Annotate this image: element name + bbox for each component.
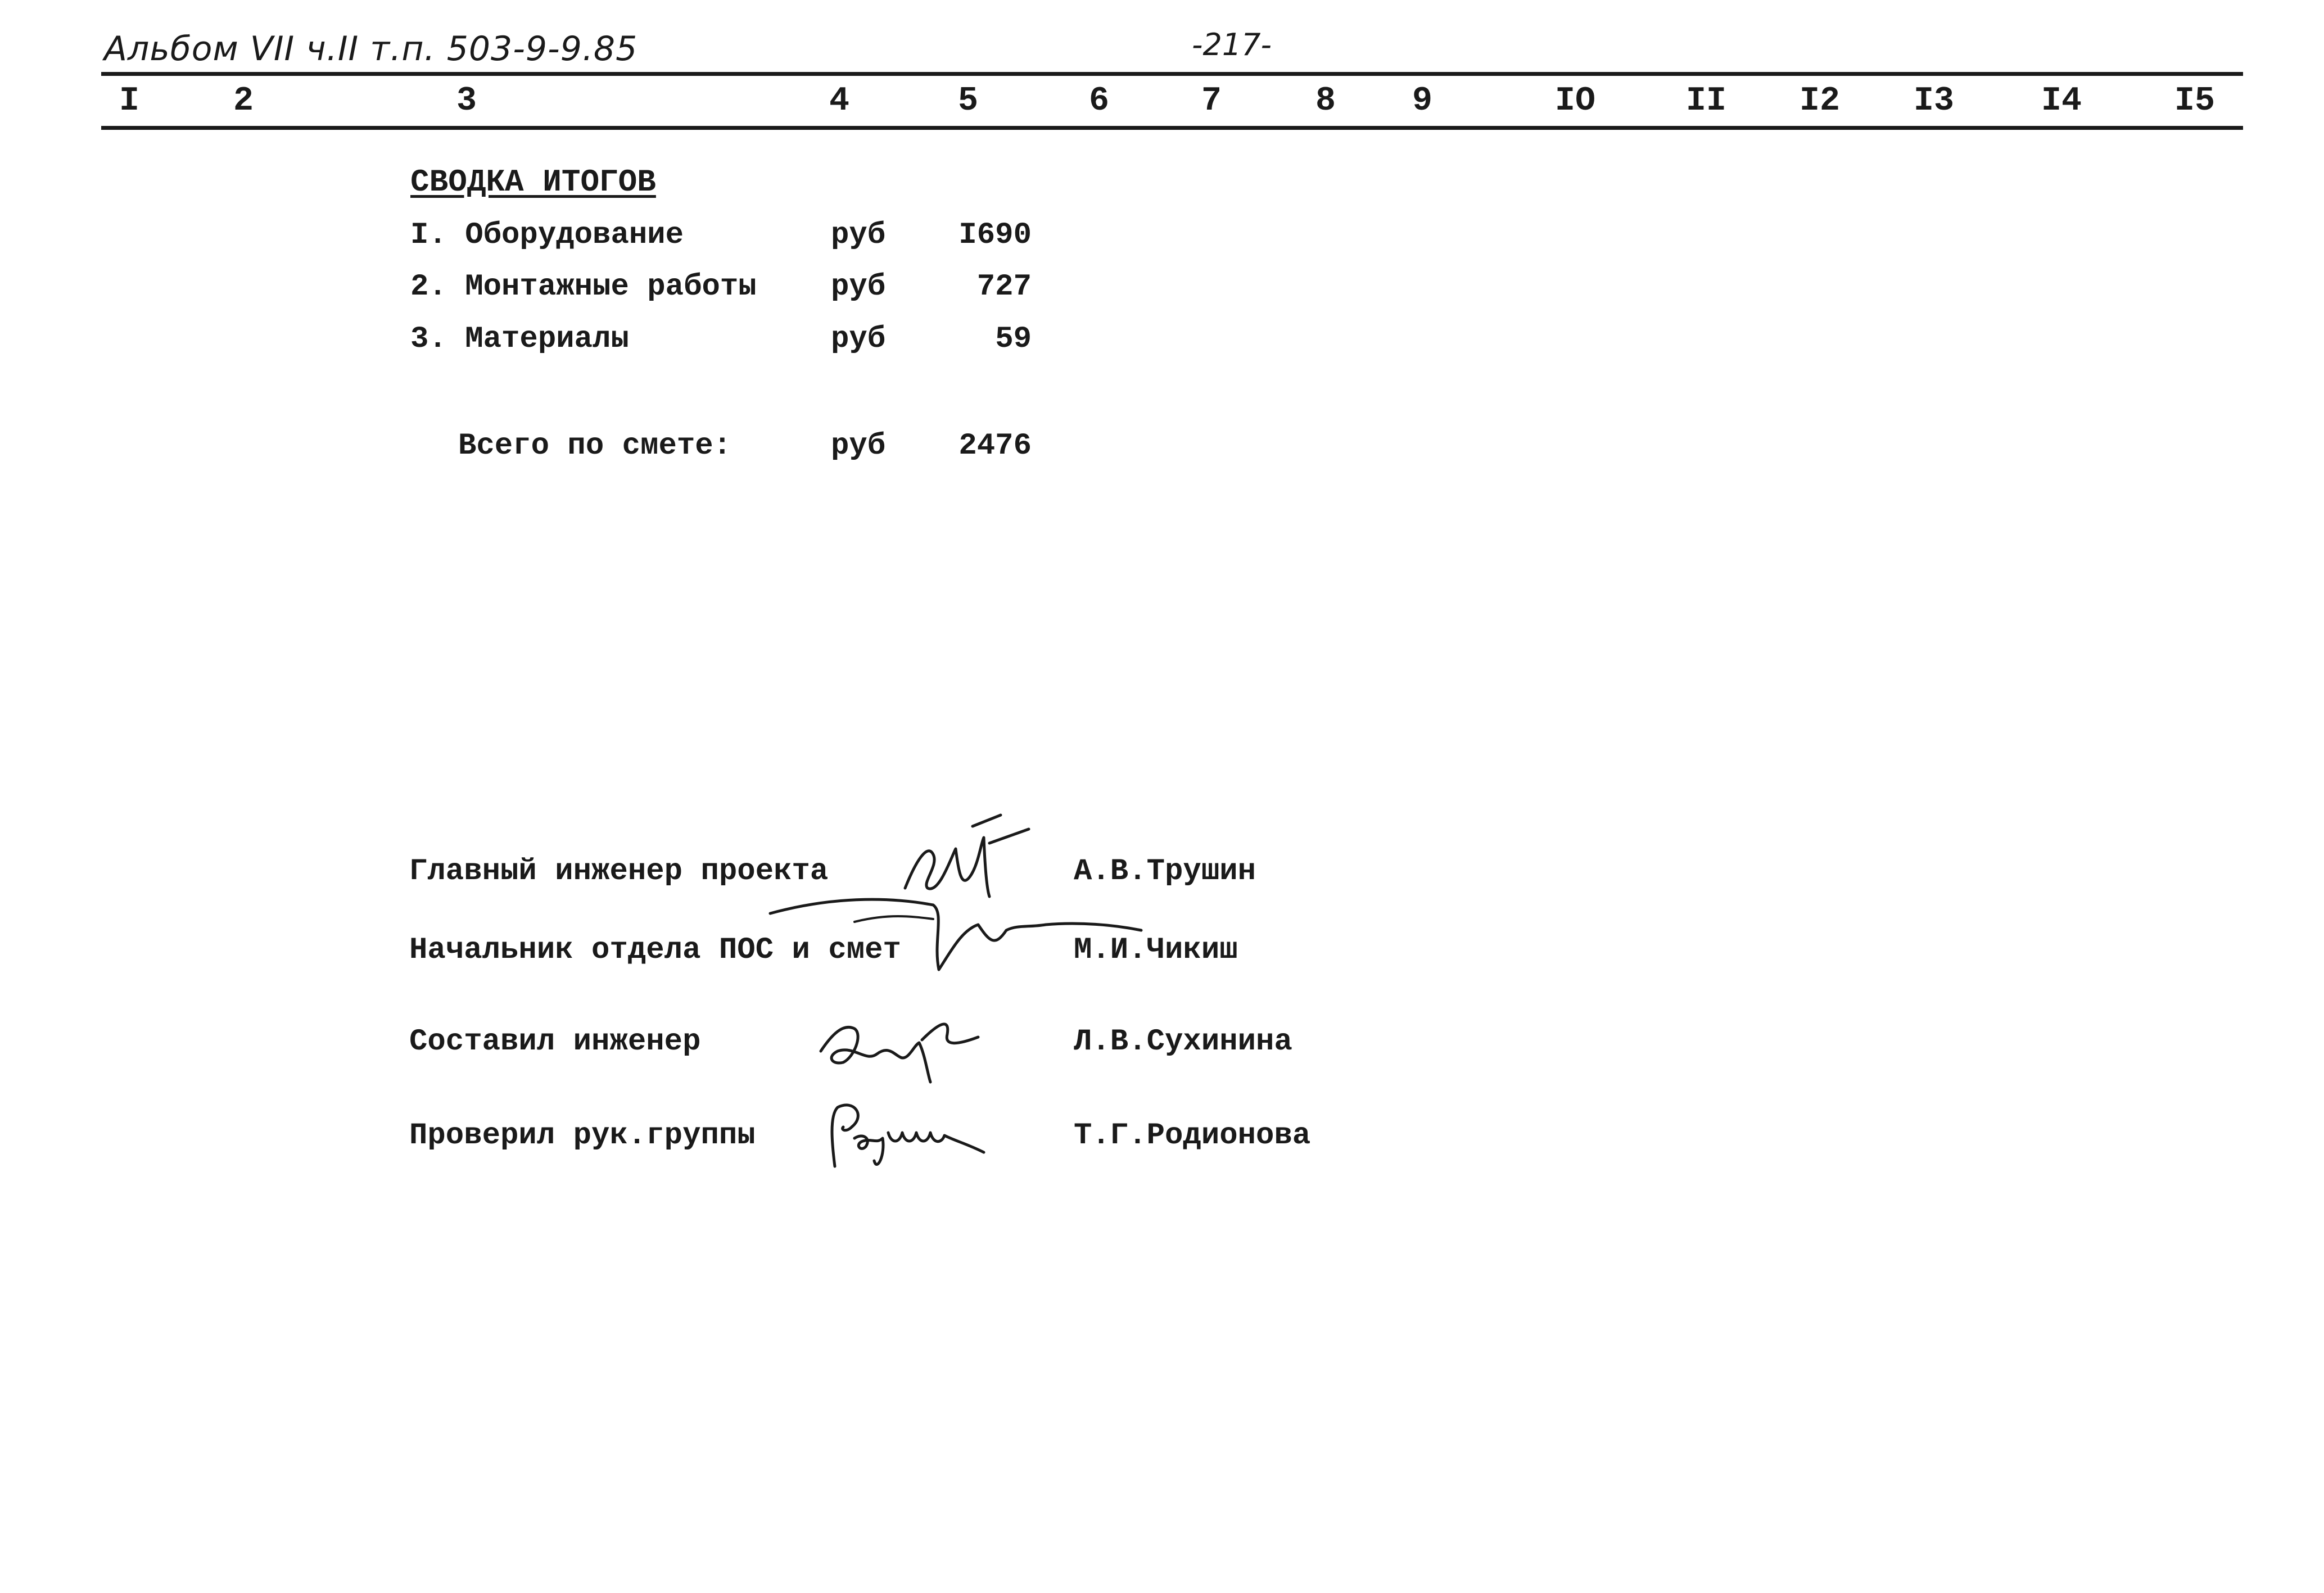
signature-person: А.В.Трушин <box>1074 854 1256 889</box>
signature-role: Составил инженер <box>409 1025 701 1059</box>
column-number: 7 <box>1201 82 1222 120</box>
column-number: I3 <box>1913 82 1955 120</box>
item-unit: руб <box>831 322 886 356</box>
item-value: 727 <box>976 270 1032 304</box>
column-number: IO <box>1554 82 1596 120</box>
column-number: 8 <box>1315 82 1336 120</box>
total-label: Всего по смете: <box>458 429 732 463</box>
column-number: I2 <box>1799 82 1841 120</box>
signature-row <box>0 854 2324 899</box>
signature-role: Начальник отдела ПОС и смет <box>409 933 901 967</box>
total-unit: руб <box>831 429 886 463</box>
summary-row <box>0 322 2324 361</box>
signature-row <box>0 1119 2324 1164</box>
column-number: I <box>119 82 140 120</box>
item-name: 2. Монтажные работы <box>410 270 757 304</box>
signature-scribble <box>821 1093 1006 1178</box>
column-number: 5 <box>957 82 979 120</box>
column-number: 6 <box>1088 82 1110 120</box>
page-number: -217- <box>1192 27 1272 62</box>
signature-person: М.И.Чикиш <box>1074 933 1238 967</box>
summary-title: СВОДКА ИТОГОВ <box>410 164 656 200</box>
signature-person: Т.Г.Родионова <box>1074 1119 1311 1153</box>
item-name: I. Оборудование <box>410 218 684 252</box>
item-unit: руб <box>831 270 886 304</box>
column-number: 3 <box>456 82 477 120</box>
total-value: 2476 <box>958 429 1032 463</box>
column-number: I5 <box>2174 82 2216 120</box>
signature-person: Л.В.Сухинина <box>1074 1025 1292 1059</box>
signature-row <box>0 933 2324 978</box>
column-number: 9 <box>1412 82 1433 120</box>
summary-total-row <box>0 429 2324 468</box>
summary-row <box>0 218 2324 257</box>
summary-row <box>0 270 2324 309</box>
album-reference: Альбом VII ч.II т.п. 503-9-9.85 <box>104 29 638 69</box>
signature-scribble <box>765 891 1147 975</box>
item-value: 59 <box>995 322 1032 356</box>
item-unit: руб <box>831 218 886 252</box>
item-value: I690 <box>958 218 1032 252</box>
column-number: 2 <box>233 82 254 120</box>
header-rule-top <box>101 72 2243 76</box>
signature-role: Главный инженер проекта <box>409 854 829 889</box>
signature-role: Проверил рук.группы <box>409 1119 756 1153</box>
column-number: II <box>1685 82 1727 120</box>
column-number: I4 <box>2041 82 2082 120</box>
header-rule-bottom <box>101 126 2243 130</box>
signature-scribble <box>810 1001 989 1085</box>
item-name: 3. Материалы <box>410 322 629 356</box>
signature-row <box>0 1025 2324 1070</box>
column-number: 4 <box>829 82 850 120</box>
